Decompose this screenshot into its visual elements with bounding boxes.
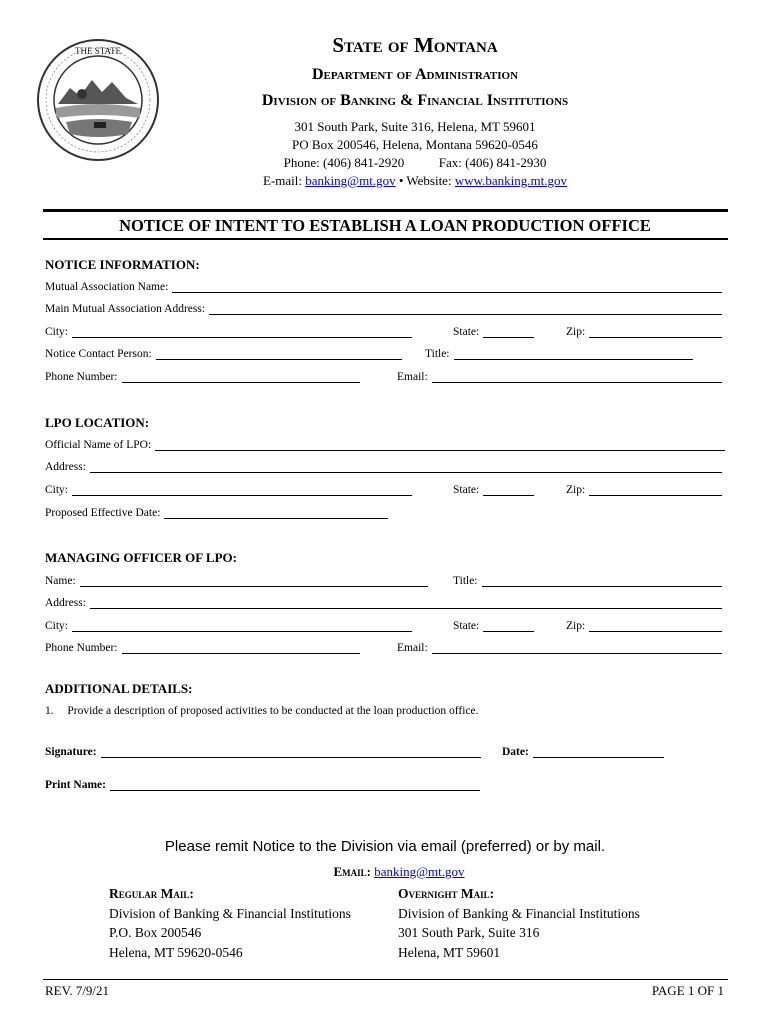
remit-instruction: Please remit Notice to the Division via email (preferred) or by mail.	[164, 838, 606, 855]
po-box-address: PO Box 200546, Helena, Montana 59620-0546	[292, 137, 538, 152]
date-line[interactable]	[533, 747, 664, 758]
zip-label: Zip:	[566, 326, 586, 338]
officer-state-line[interactable]	[483, 621, 534, 632]
overnight-mail-line: Helena, MT 59601	[398, 944, 501, 960]
zip-line[interactable]	[589, 327, 722, 338]
officer-phone-field[interactable]	[45, 642, 360, 654]
lpo-name-label: Official Name of LPO:	[45, 439, 152, 451]
regular-mail-line: Helena, MT 59620-0546	[109, 944, 243, 960]
officer-phone-line[interactable]	[122, 643, 360, 654]
lpo-location-heading: LPO LOCATION:	[45, 415, 150, 430]
effective-date-field[interactable]	[45, 507, 388, 519]
officer-city-label: City:	[45, 620, 69, 632]
additional-details-heading: ADDITIONAL DETAILS:	[45, 681, 193, 696]
effective-date-line[interactable]	[164, 508, 388, 519]
mutual-name-label: Mutual Association Name:	[45, 281, 169, 293]
contact-person-field[interactable]	[45, 348, 402, 360]
officer-address-label: Address:	[45, 597, 86, 609]
remit-email-line	[0, 864, 770, 880]
contact-title-label: Title:	[425, 348, 450, 360]
item-number: 1.	[45, 705, 54, 717]
lpo-state-field[interactable]	[453, 484, 534, 496]
header-website-link[interactable]: www.banking.mt.gov	[454, 173, 567, 188]
officer-city-field[interactable]	[45, 620, 412, 632]
remit-email-link[interactable]: banking@mt.gov	[374, 864, 465, 879]
regular-mail-heading: Regular Mail:	[109, 886, 194, 901]
lpo-zip-field[interactable]	[566, 484, 722, 496]
svg-text:THE STATE: THE STATE	[74, 46, 122, 56]
lpo-city-label: City:	[45, 484, 69, 496]
officer-title-field[interactable]	[453, 575, 722, 587]
officer-email-line[interactable]	[432, 643, 722, 654]
contact-title-line[interactable]	[454, 349, 693, 360]
phone-text: Phone: (406) 841-2920	[283, 155, 405, 170]
phone-fax-line	[0, 155, 770, 171]
lpo-zip-line[interactable]	[589, 485, 722, 496]
contact-title-field[interactable]	[425, 348, 693, 360]
phone-field[interactable]	[45, 371, 360, 383]
state-field[interactable]	[453, 326, 534, 338]
state-title: State of Montana	[332, 33, 498, 57]
officer-city-line[interactable]	[72, 621, 412, 632]
overnight-mail-line: 301 South Park, Suite 316	[398, 925, 540, 940]
footer-rule	[43, 979, 728, 980]
website-label: • Website:	[398, 173, 452, 188]
main-address-line[interactable]	[209, 304, 722, 315]
city-field[interactable]	[45, 326, 412, 338]
officer-state-label: State:	[453, 620, 480, 632]
lpo-state-label: State:	[453, 484, 480, 496]
header-email-link[interactable]: banking@mt.gov	[305, 173, 396, 188]
email-field[interactable]	[397, 371, 722, 383]
lpo-address-line[interactable]	[90, 462, 722, 473]
email-line[interactable]	[432, 372, 722, 383]
date-label: Date:	[502, 746, 529, 758]
phone-line[interactable]	[122, 372, 360, 383]
revision-date: REV. 7/9/21	[45, 983, 110, 998]
form-title: NOTICE OF INTENT TO ESTABLISH A LOAN PRODUCTION OFFICE	[119, 216, 651, 235]
officer-title-label: Title:	[453, 575, 478, 587]
lpo-address-label: Address:	[45, 461, 86, 473]
lpo-name-line[interactable]	[155, 440, 725, 451]
officer-zip-line[interactable]	[589, 621, 722, 632]
officer-name-label: Name:	[45, 575, 76, 587]
signature-line[interactable]	[101, 747, 481, 758]
lpo-name-field[interactable]	[45, 439, 725, 451]
lpo-city-field[interactable]	[45, 484, 412, 496]
division-title: Division of Banking & Financial Institutions	[261, 92, 569, 109]
remit-email-label: Email:	[333, 864, 371, 879]
print-name-line[interactable]	[110, 780, 480, 791]
main-address-label: Main Mutual Association Address:	[45, 303, 206, 315]
officer-phone-label: Phone Number:	[45, 642, 118, 654]
regular-mail-line: P.O. Box 200546	[109, 925, 202, 940]
print-name-field[interactable]	[45, 779, 480, 791]
overnight-mail-heading: Overnight Mail:	[398, 886, 495, 901]
email-field-label: Email:	[397, 371, 428, 383]
overnight-mail-line: Division of Banking & Financial Institutions	[398, 905, 640, 921]
officer-name-line[interactable]	[80, 576, 428, 587]
managing-officer-heading: MANAGING OFFICER OF LPO:	[45, 550, 237, 565]
signature-label: Signature:	[45, 746, 97, 758]
contact-person-line[interactable]	[156, 349, 402, 360]
city-label: City:	[45, 326, 69, 338]
officer-name-field[interactable]	[45, 575, 428, 587]
officer-zip-field[interactable]	[566, 620, 722, 632]
effective-date-label: Proposed Effective Date:	[45, 507, 161, 519]
lpo-city-line[interactable]	[72, 485, 412, 496]
officer-email-field[interactable]	[397, 642, 722, 654]
title-rule-top	[43, 209, 728, 212]
title-rule-bottom	[43, 238, 728, 240]
additional-item-1	[45, 705, 479, 717]
officer-address-field[interactable]	[45, 597, 722, 609]
department-title: Department of Administration	[311, 66, 519, 83]
main-address-field[interactable]	[45, 303, 722, 315]
lpo-address-field[interactable]	[45, 461, 722, 473]
email-label: E-mail:	[263, 173, 302, 188]
officer-address-line[interactable]	[90, 598, 722, 609]
officer-title-line[interactable]	[482, 576, 722, 587]
state-line[interactable]	[483, 327, 534, 338]
phone-label: Phone Number:	[45, 371, 118, 383]
contact-person-label: Notice Contact Person:	[45, 348, 152, 360]
overnight-mail-block	[398, 884, 640, 962]
lpo-zip-label: Zip:	[566, 484, 586, 496]
street-address: 301 South Park, Suite 316, Helena, MT 59601	[294, 119, 536, 134]
signature-field[interactable]	[45, 746, 481, 758]
mutual-name-line[interactable]	[172, 282, 722, 293]
state-label: State:	[453, 326, 480, 338]
officer-email-label: Email:	[397, 642, 428, 654]
lpo-state-line[interactable]	[483, 485, 534, 496]
mutual-name-field[interactable]	[45, 281, 722, 293]
item-text: Provide a description of proposed activities to be conducted at the loan production office.	[67, 705, 479, 717]
officer-state-field[interactable]	[453, 620, 534, 632]
regular-mail-block	[109, 884, 351, 962]
date-field[interactable]	[502, 746, 664, 758]
print-name-label: Print Name:	[45, 779, 106, 791]
officer-zip-label: Zip:	[566, 620, 586, 632]
regular-mail-line: Division of Banking & Financial Institutions	[109, 905, 351, 921]
city-line[interactable]	[72, 327, 412, 338]
zip-field[interactable]	[566, 326, 722, 338]
page-number: PAGE 1 OF 1	[651, 983, 724, 998]
contact-line	[0, 173, 770, 189]
notice-info-heading: NOTICE INFORMATION:	[45, 257, 200, 272]
fax-text: Fax: (406) 841-2930	[438, 155, 547, 170]
